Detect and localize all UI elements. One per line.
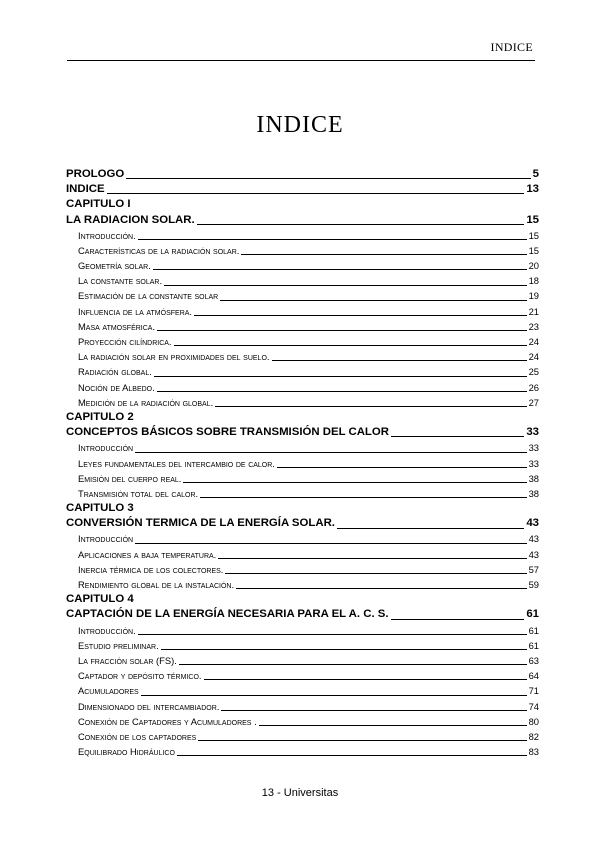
toc-entry-label: Introducción <box>78 533 134 545</box>
toc-leader-line <box>135 543 526 544</box>
toc-entry-page-number: 61 <box>528 639 539 651</box>
toc-entry-subsection[interactable] <box>66 289 539 304</box>
toc-entry-page-number: 33 <box>528 457 539 469</box>
toc-entry-page-number: 82 <box>528 730 539 742</box>
toc-leader-line <box>135 452 526 453</box>
toc-entry-label: Transmisión total del calor. <box>78 487 199 499</box>
toc-leader-line <box>272 360 527 361</box>
toc-entry-subsection[interactable] <box>66 440 539 455</box>
toc-entry-page-number: 57 <box>528 563 539 575</box>
toc-entry-subsection[interactable] <box>66 471 539 486</box>
toc-entry-subsection[interactable] <box>66 623 539 638</box>
toc-entry-label: Geometría solar. <box>78 260 151 272</box>
toc-entry-subsection[interactable] <box>66 258 539 273</box>
toc-chapter-heading: CAPITULO 3 <box>66 502 134 515</box>
toc-entry-label: Inercia térmica de los colectores. <box>78 563 224 575</box>
toc-entry-page-number: 24 <box>528 351 539 363</box>
toc-entry-label: Conexión de Captadores y Acumuladores . <box>78 715 257 727</box>
toc-entry-subsection[interactable] <box>66 243 539 258</box>
toc-entry-page-number: 83 <box>528 746 539 758</box>
toc-entry-page-number: 27 <box>528 396 539 408</box>
page-footer: 13 - Universitas <box>261 787 339 799</box>
toc-leader-line <box>161 649 527 650</box>
toc-entry-page-number: 18 <box>528 275 539 287</box>
toc-entry-label: Conexión de los captadores <box>78 730 197 742</box>
toc-entry-subsection[interactable] <box>66 319 539 334</box>
toc-entry-label: INDICE <box>66 183 105 196</box>
toc-entry-label: Proyección cilíndrica. <box>78 336 172 348</box>
header-rule <box>67 60 535 61</box>
toc-entry-page-number: 5 <box>532 167 539 180</box>
toc-entry-label: Características de la radiación solar. <box>78 244 240 256</box>
toc-leader-line <box>225 573 526 574</box>
toc-entry-label: Rendimiento global de la instalación. <box>78 579 235 591</box>
toc-entry-subsection[interactable] <box>66 532 539 547</box>
toc-leader-line <box>179 664 527 665</box>
toc-entry-subsection[interactable] <box>66 547 539 562</box>
toc-entry-subsection[interactable] <box>66 729 539 744</box>
toc-entry-label: La constante solar. <box>78 275 163 287</box>
toc-entry-label: Acumuladores <box>78 685 139 697</box>
toc-leader-line <box>391 619 525 620</box>
toc-entry-label: Influencia de la atmósfera. <box>78 305 193 317</box>
toc-entry-page-number: 38 <box>528 472 539 484</box>
toc-leader-line <box>183 482 526 483</box>
toc-entry-subsection[interactable] <box>66 349 539 364</box>
toc-entry-page-number: 19 <box>528 290 539 302</box>
toc-entry-page-number: 61 <box>528 624 539 636</box>
toc-leader-line <box>141 695 527 696</box>
toc-entry-subsection[interactable] <box>66 653 539 668</box>
toc-entry-page-number: 20 <box>528 260 539 272</box>
toc-entry-subsection[interactable] <box>66 395 539 410</box>
toc-entry-label: Estudio preliminar. <box>78 639 159 651</box>
toc-leader-line <box>215 406 526 407</box>
toc-leader-line <box>259 725 527 726</box>
toc-leader-line <box>218 558 526 559</box>
toc-leader-line <box>174 345 527 346</box>
toc-entry-label: La radiación solar en proximidades del suelo. <box>78 351 270 363</box>
toc-leader-line <box>157 330 526 331</box>
toc-leader-line <box>153 269 527 270</box>
toc-chapter-heading: CAPITULO I <box>66 198 131 211</box>
toc-entry-label: CONVERSIÓN TERMICA DE LA ENERGÍA SOLAR. <box>66 517 335 530</box>
toc-entry-page-number: 61 <box>526 608 539 621</box>
toc-entry-subsection[interactable] <box>66 577 539 592</box>
running-header: INDICE <box>490 40 533 54</box>
toc-entry-label: Noción de Albedo. <box>78 381 155 393</box>
toc-entry-label: Introducción. <box>78 624 136 636</box>
toc-entry-page-number: 74 <box>528 700 539 712</box>
toc-leader-line <box>391 436 524 437</box>
toc-entry-label: Masa atmosférica. <box>78 320 156 332</box>
toc-leader-line <box>177 755 527 756</box>
toc-entry-section[interactable] <box>66 516 539 531</box>
toc-entry-label: Equilibrado Hidráulico <box>78 746 175 758</box>
toc-leader-line <box>138 634 527 635</box>
toc-entry-section[interactable] <box>66 607 539 622</box>
toc-entry-label: Estimación de la constante solar <box>78 290 219 302</box>
toc-leader-line <box>138 239 527 240</box>
toc-entry-subsection[interactable] <box>66 380 539 395</box>
toc-entry-subsection[interactable] <box>66 334 539 349</box>
toc-leader-line <box>197 224 525 225</box>
toc-entry-subsection[interactable] <box>66 562 539 577</box>
toc-entry-subsection[interactable] <box>66 699 539 714</box>
toc-entry-page-number: 63 <box>528 654 539 666</box>
toc-chapter-heading: CAPITULO 2 <box>66 411 134 423</box>
toc-entry-page-number: 43 <box>528 533 539 545</box>
toc-entry-page-number: 43 <box>526 517 539 530</box>
toc-chapter-heading: CAPITULO 4 <box>66 593 134 606</box>
toc-entry-page-number: 15 <box>528 244 539 256</box>
toc-entry-label: PROLOGO <box>66 167 125 180</box>
toc-entry-page-number: 59 <box>528 579 539 591</box>
toc-entry-subsection[interactable] <box>66 364 539 379</box>
toc-leader-line <box>154 376 527 377</box>
toc-entry-label: CAPTACIÓN DE LA ENERGÍA NECESARIA PARA EL A. C. S. <box>66 608 389 621</box>
toc-entry-label: Captador y depósito térmico. <box>78 670 202 682</box>
toc-leader-line <box>220 300 526 301</box>
toc-entry-section[interactable] <box>66 425 539 440</box>
toc-leader-line <box>277 467 527 468</box>
toc-entry-page-number: 64 <box>528 670 539 682</box>
toc-entry-page-number: 25 <box>528 366 539 378</box>
page-title: INDICE <box>256 112 344 138</box>
toc-entry-page-number: 71 <box>528 685 539 697</box>
toc-leader-line <box>126 178 530 179</box>
toc-leader-line <box>241 254 526 255</box>
toc-entry-label: Radiación global. <box>78 366 152 378</box>
toc-entry-page-number: 15 <box>528 229 539 241</box>
toc-entry-label: Medición de la radiación global. <box>78 396 214 408</box>
table-of-contents <box>66 167 539 759</box>
toc-entry-label: Emisión del cuerpo real. <box>78 472 182 484</box>
toc-entry-page-number: 24 <box>528 336 539 348</box>
toc-entry-subsection[interactable] <box>66 486 539 501</box>
toc-leader-line <box>221 710 526 711</box>
toc-entry-label: LA RADIACION SOLAR. <box>66 213 195 226</box>
toc-entry-section[interactable] <box>66 213 539 228</box>
toc-entry-label: Dimensionado del intercambiador. <box>78 700 220 712</box>
toc-entry-section[interactable] <box>66 182 539 197</box>
toc-entry-page-number: 43 <box>528 548 539 560</box>
toc-leader-line <box>236 588 526 589</box>
toc-entry-subsection[interactable] <box>66 668 539 683</box>
toc-leader-line <box>164 285 526 286</box>
toc-entry-page-number: 21 <box>528 305 539 317</box>
toc-leader-line <box>194 315 527 316</box>
toc-entry-subsection[interactable] <box>66 638 539 653</box>
toc-leader-line <box>200 497 526 498</box>
toc-entry-subsection[interactable] <box>66 273 539 288</box>
toc-entry-label: Introducción. <box>78 229 136 241</box>
toc-entry-page-number: 23 <box>528 320 539 332</box>
toc-entry-label: Leyes fundamentales del intercambio de calor. <box>78 457 275 469</box>
toc-entry-label: CONCEPTOS BÁSICOS SOBRE TRANSMISIÓN DEL CALOR <box>66 426 389 439</box>
toc-leader-line <box>157 391 527 392</box>
toc-entry-page-number: 80 <box>528 715 539 727</box>
toc-entry-page-number: 26 <box>528 381 539 393</box>
toc-entry-subsection[interactable] <box>66 744 539 759</box>
toc-entry-subsection[interactable] <box>66 683 539 698</box>
toc-entry-page-number: 13 <box>526 183 539 196</box>
toc-leader-line <box>337 528 524 529</box>
toc-entry-label: La fracción solar (FS). <box>78 654 177 666</box>
toc-leader-line <box>204 679 527 680</box>
toc-entry-label: Introducción <box>78 442 134 454</box>
toc-entry-page-number: 38 <box>528 487 539 499</box>
toc-leader-line <box>198 740 526 741</box>
toc-leader-line <box>107 193 525 194</box>
toc-entry-subsection[interactable] <box>66 228 539 243</box>
toc-entry-subsection[interactable] <box>66 456 539 471</box>
toc-entry-section[interactable] <box>66 167 539 182</box>
toc-entry-page-number: 33 <box>528 442 539 454</box>
toc-entry-subsection[interactable] <box>66 714 539 729</box>
toc-entry-subsection[interactable] <box>66 304 539 319</box>
toc-entry-page-number: 33 <box>526 426 539 439</box>
toc-entry-page-number: 15 <box>526 213 539 226</box>
toc-entry-label: Aplicaciones a baja temperatura. <box>78 548 217 560</box>
